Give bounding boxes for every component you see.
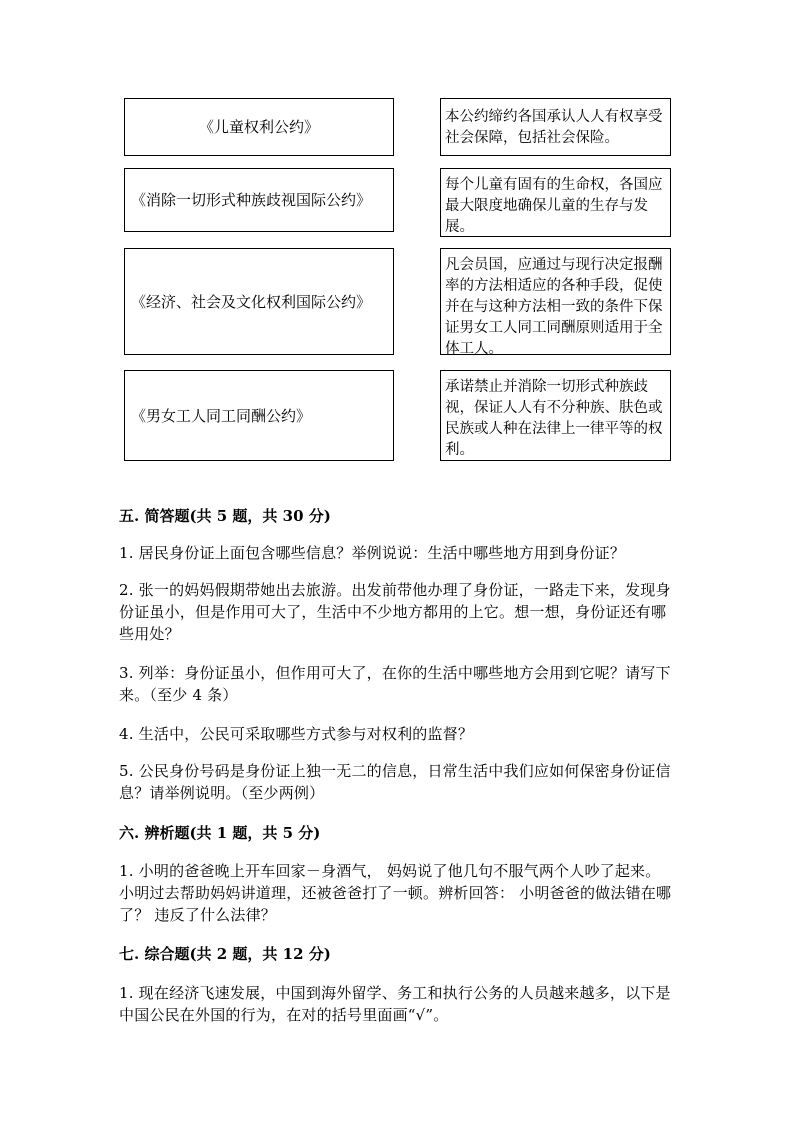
- convention-name: 《消除一切形式种族歧视国际公约》: [131, 191, 372, 209]
- question-text: 3. 列举：身份证虽小，但作用可大了，在你的生活中哪些地方会用到它呢？请写下来。（至少 4 条）: [119, 664, 671, 704]
- question-text: 4. 生活中，公民可采取哪些方式参与对权利的监督？: [119, 725, 474, 743]
- clause-box-3: [440, 248, 671, 355]
- section-heading-analysis: 六. 辨析题(共 1 题，共 5 分): [119, 824, 321, 842]
- clause-text: 每个儿童有固有的生命权，各国应最大限度地确保儿童的生存与发展。: [445, 177, 663, 235]
- convention-box-children: [124, 98, 394, 156]
- question-text: 1. 小明的爸爸晚上开车回家－身酒气， 妈妈说了他几句不服气两个人吵了起来。 小明过去帮助妈妈讲道理，还被爸爸打了一顿。辨析回答： 小明爸爸的做法错在哪了？ 违反了什么法律？: [119, 862, 672, 924]
- question-text: 1. 现在经济飞速发展，中国到海外留学、务工和执行公务的人员越来越多，以下是中国公民在外国的行为，在对的括号里面画“√”。: [119, 984, 671, 1024]
- clause-box-1: [440, 98, 671, 156]
- clause-box-2: [440, 168, 671, 237]
- convention-box-economic: [124, 248, 394, 355]
- question-text: 5. 公民身份号码是身份证上独一无二的信息，日常生活中我们应如何保密身份证信息？请举例说明。（至少两例）: [119, 762, 671, 802]
- convention-name: 《儿童权利公约》: [198, 118, 319, 136]
- clause-text: 承诺禁止并消除一切形式种族歧视，保证人人有不分种族、肤色或民族或人种在法律上一律平等的权利。: [445, 379, 663, 458]
- clause-box-4: [440, 370, 671, 461]
- question-text: 2. 张一的妈妈假期带她出去旅游。出发前带他办理了身份证，一路走下来，发现身份证虽小，但是作用可大了，生活中不少地方都用的上它。想一想，身份证还有哪些用处？: [119, 581, 671, 643]
- question-text: 1. 居民身份证上面包含哪些信息？举例说说：生活中哪些地方用到身份证？: [119, 544, 626, 562]
- clause-text: 本公约缔约各国承认人人有权享受社会保障，包括社会保险。: [445, 109, 663, 146]
- clause-text: 凡会员国，应通过与现行决定报酬率的方法相适应的各种手段，促使并在与这种方法相一致的条件下保证男女工人同工同酬原则适用于全体工人。: [445, 257, 663, 357]
- section-heading-short-answer: 五. 简答题(共 5 题，共 30 分): [119, 507, 331, 525]
- convention-name: 《经济、社会及文化权利国际公约》: [131, 292, 372, 311]
- section-heading-comprehensive: 七. 综合题(共 2 题，共 12 分): [119, 945, 331, 963]
- convention-name: 《男女工人同工同酬公约》: [131, 406, 312, 425]
- convention-box-racial: [124, 168, 394, 232]
- convention-box-equal-pay: [124, 370, 394, 461]
